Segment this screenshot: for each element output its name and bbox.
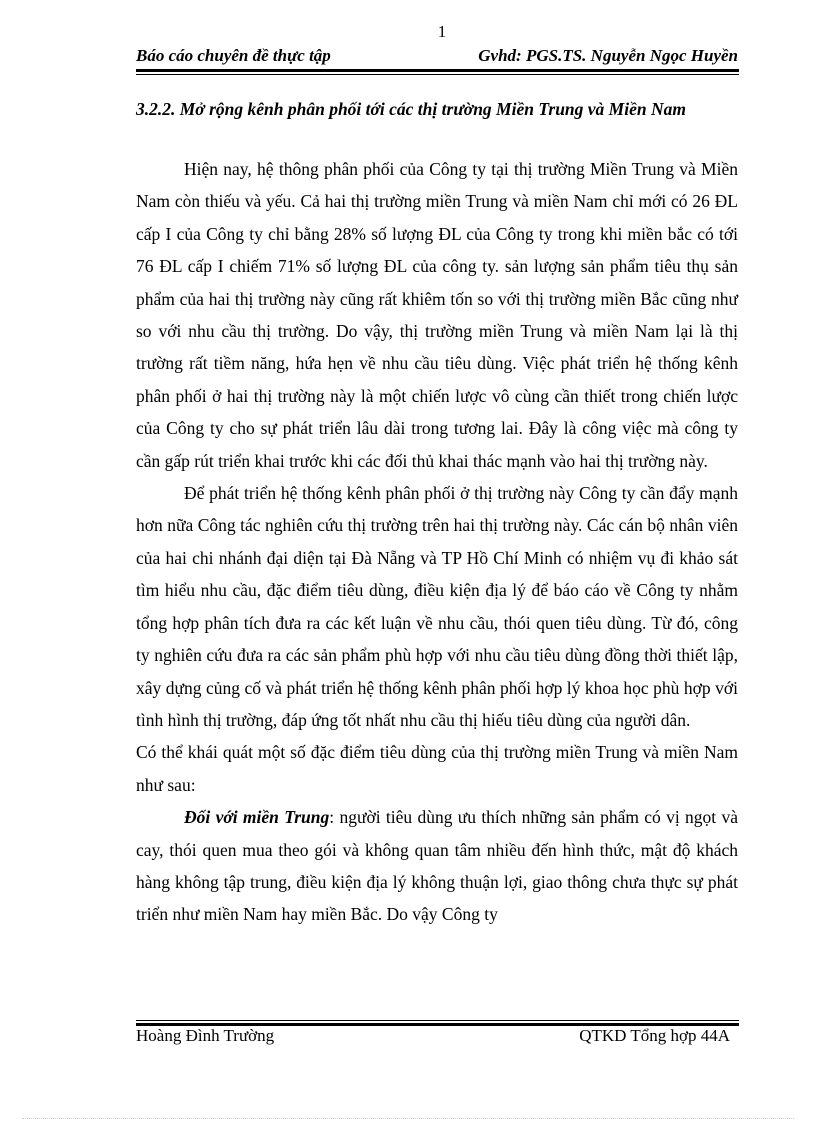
footer-rule-thin: [136, 1020, 739, 1021]
paragraph-central-region: [136, 801, 738, 931]
footer-author: Hoàng Đình Trường: [136, 1026, 275, 1045]
footer-class: QTKD Tổng hợp 44A: [579, 1026, 730, 1045]
paragraph-development-plan: Để phát triển hệ thống kênh phân phối ở thị trường này Công ty cần đẩy mạnh hơn nữa Công tác nghiên cứu thị trường trên hai thị trường này. Các cán bộ nhân viên của hai chi nhánh đại diện tại Đà Nẵng và TP Hồ Chí Minh có nhiệm vụ đi khảo sát tìm hiểu nhu cầu, đặc điểm tiêu dùng, điều kiện địa lý để báo cáo về Công ty nhằm tổng hợp phân tích đưa ra các kết luận về nhu cầu, thói quen tiêu dùng. Từ đó, công ty nghiên cứu đưa ra các sản phẩm phù hợp với nhu cầu tiêu dùng đồng thời thiết lập, xây dựng củng cố và phát triển hệ thống kênh phân phối hợp lý khoa học phù hợp với tình hình thị trường, đáp ứng tốt nhất nhu cầu thị hiếu tiêu dùng của người dân.: [136, 483, 738, 730]
page-footer: [136, 1026, 738, 1050]
central-region-lead: Đối với miền Trung: [184, 807, 330, 828]
section-heading: 3.2.2. Mở rộng kênh phân phối tới các thị trường Miền Trung và Miền Nam: [136, 99, 686, 119]
page-number: 1: [437, 22, 447, 41]
paragraph-consumer-characteristics: Có thể khái quát một số đặc điểm tiêu dùng của thị trường miền Trung và miền Nam như sau:: [136, 742, 738, 795]
page-header: [136, 44, 738, 70]
header-report-title: Báo cáo chuyên đề thực tập: [136, 46, 331, 65]
header-supervisor: Gvhd: PGS.TS. Nguyễn Ngọc Huyền: [478, 46, 738, 65]
central-region-text: : người tiêu dùng ưu thích những sản phẩm có vị ngọt và cay, thói quen mua theo gói và không quan tâm nhiều đến hình thức, mật độ khách hàng không tập trung, điều kiện địa lý không thuận lợi, giao thông chưa thực sự phát triển như miền Nam hay miền Bắc. Do vậy Công ty: [136, 807, 739, 925]
body-content: [136, 153, 738, 931]
paragraph-current-situation: Hiện nay, hệ thông phân phối của Công ty tại thị trường Miền Trung và Miền Nam còn thiếu và yếu. Cả hai thị trường miền Trung và miền Nam chỉ mới có 26 ĐL cấp I của Công ty chỉ bằng 28% số lượng ĐL của Công ty trong khi miền bắc có tới 76 ĐL cấp I chiếm 71% số lượng ĐL của công ty. sản lượng sản phẩm tiêu thụ sản phẩm của hai thị trường này cũng rất khiêm tốn so với thị trường miền Bắc cũng như so với nhu cầu thị trường. Do vậy, thị trường miền Trung và miền Nam lại là thị trường rất tiềm năng, hứa hẹn về nhu cầu tiêu dùng. Việc phát triển hệ thống kênh phân phối ở hai thị trường này là một chiến lược vô cùng cần thiết trong chiến lược của Công ty cho sự phát triển lâu dài trong tương lai. Đây là công việc mà công ty cần gấp rút triển khai trước khi các đối thủ khai thác mạnh vào hai thị trường này.: [136, 159, 738, 471]
header-rule-thick: [136, 69, 739, 72]
page-boundary-dotted-line: [22, 1118, 794, 1119]
header-rule-thin: [136, 74, 739, 75]
